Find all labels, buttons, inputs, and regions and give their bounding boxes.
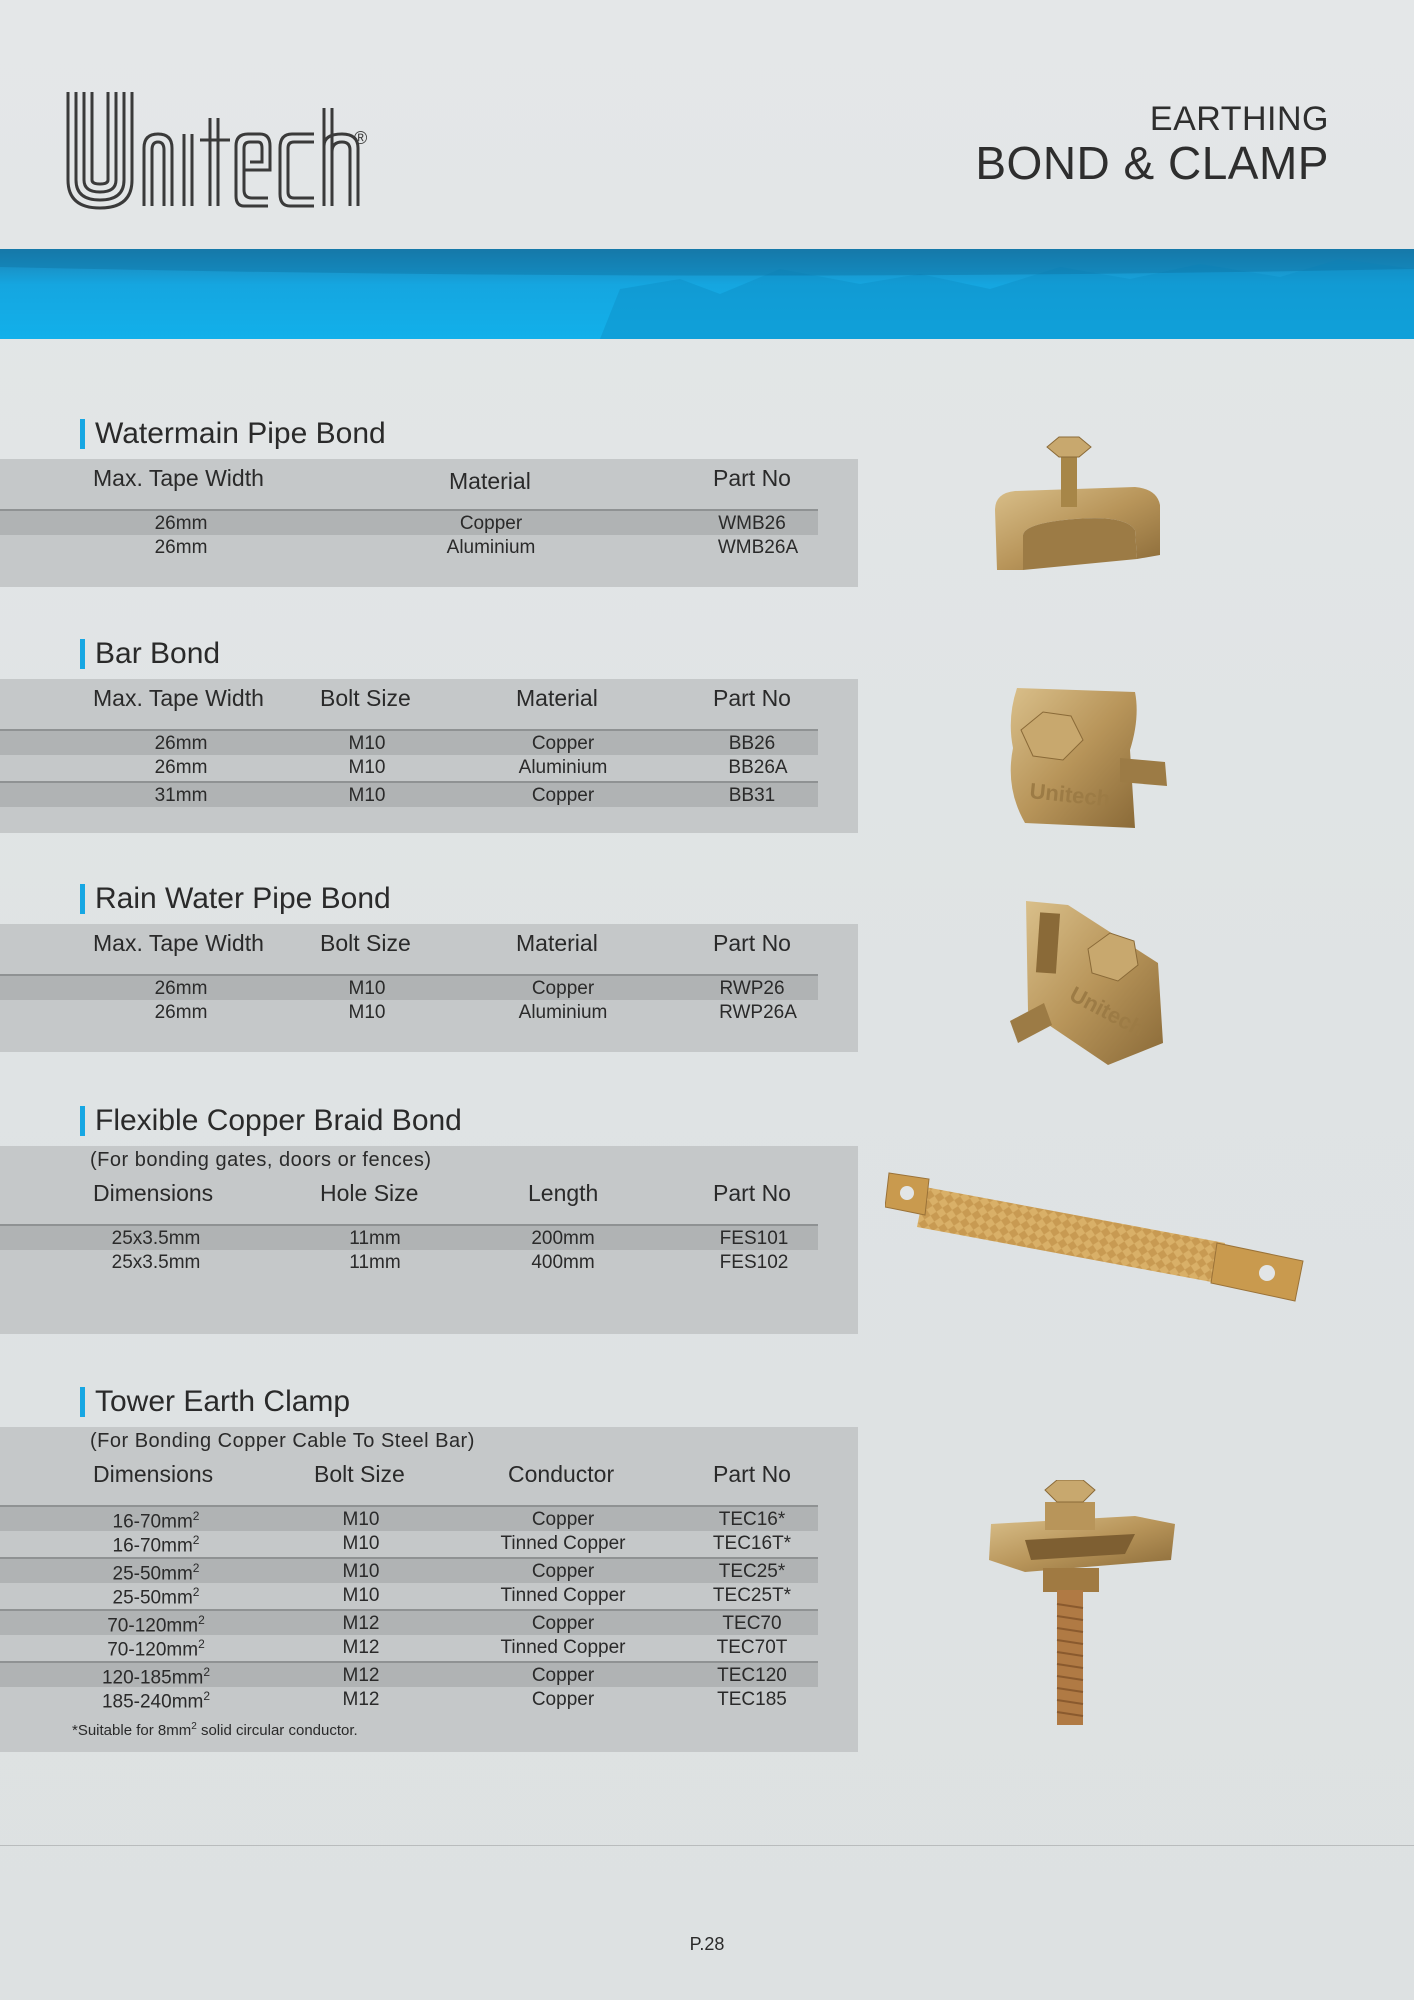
cell: 26mm — [154, 733, 208, 754]
col-header: Part No — [713, 1461, 791, 1487]
section-subtitle: (For bonding gates, doors or fences) — [90, 1149, 432, 1171]
cell-with-unit — [102, 1689, 210, 1713]
cell: Copper — [531, 785, 595, 806]
cell: RWP26A — [719, 1002, 797, 1023]
cell-value: 120-185mm — [101, 1667, 204, 1689]
cell-value: 185-240mm — [101, 1691, 204, 1713]
col-header: Max. Tape Width — [93, 930, 264, 956]
cell-value: 16-70mm — [112, 1511, 193, 1533]
page-header — [0, 0, 1414, 248]
col-header: Part No — [713, 1180, 791, 1206]
cell: BB31 — [728, 785, 776, 806]
table-row — [0, 535, 818, 561]
cell: BB26 — [728, 733, 776, 754]
table-braid-bond — [0, 1146, 858, 1334]
table-row — [0, 1661, 818, 1687]
col-header: Max. Tape Width — [93, 465, 264, 491]
footer-divider — [0, 1845, 1414, 1846]
cell: Aluminium — [446, 537, 536, 558]
cell: TEC70 — [722, 1613, 782, 1634]
cell: TEC25* — [718, 1561, 786, 1582]
cell: 26mm — [154, 513, 208, 534]
cell-with-unit — [102, 1665, 210, 1689]
tower-earth-clamp-image — [985, 1480, 1175, 1730]
cell: RWP26 — [719, 978, 785, 999]
brand-logo — [62, 88, 382, 218]
cell: 25x3.5mm — [111, 1252, 201, 1273]
cell: Tinned Copper — [500, 1533, 626, 1554]
table-row — [0, 1687, 818, 1713]
unitech-logo-icon — [62, 88, 382, 218]
cell: M10 — [342, 1561, 380, 1582]
category-label: EARTHING — [1149, 100, 1329, 138]
section-title-rain-water: Rain Water Pipe Bond — [80, 884, 391, 914]
col-header: Hole Size — [320, 1180, 419, 1206]
col-header: Dimensions — [93, 1461, 214, 1487]
cell-with-unit — [113, 1509, 200, 1533]
cell: Copper — [531, 1613, 595, 1634]
cell: 26mm — [154, 1002, 208, 1023]
cell: M10 — [342, 1585, 380, 1606]
cell: Aluminium — [518, 757, 608, 778]
cell: 31mm — [154, 785, 208, 806]
col-header: Bolt Size — [320, 685, 411, 711]
cell: TEC120 — [717, 1665, 787, 1686]
cell: TEC25T* — [712, 1585, 792, 1606]
cell-value: 70-120mm — [107, 1615, 199, 1637]
cell: 400mm — [531, 1252, 595, 1273]
cell-value: 16-70mm — [112, 1535, 193, 1557]
col-header: Part No — [713, 685, 791, 711]
cell: 26mm — [154, 757, 208, 778]
unit-superscript: 2 — [192, 1585, 200, 1599]
svg-text:Unitech: Unitech — [1028, 778, 1112, 812]
cell: FES101 — [719, 1228, 789, 1249]
footnote-suffix: solid circular conductor. — [196, 1722, 358, 1739]
header-banner — [0, 249, 1414, 339]
section-subtitle: (For Bonding Copper Cable To Steel Bar) — [90, 1430, 475, 1452]
col-header: Part No — [713, 465, 791, 491]
cell: TEC16* — [718, 1509, 786, 1530]
col-header: Length — [528, 1180, 599, 1206]
unit-superscript: 2 — [192, 1509, 200, 1523]
cell: FES102 — [719, 1252, 789, 1273]
table-row — [0, 1531, 818, 1557]
cell: Copper — [531, 1509, 595, 1530]
cell: M10 — [348, 1002, 386, 1023]
col-header: Material — [449, 468, 531, 494]
cell-value: 70-120mm — [107, 1639, 199, 1661]
section-title-watermain: Watermain Pipe Bond — [80, 419, 386, 449]
unit-superscript: 2 — [203, 1665, 211, 1679]
rain-water-pipe-bond-image — [998, 893, 1178, 1073]
col-header: Dimensions — [93, 1180, 214, 1206]
unit-superscript: 2 — [198, 1637, 205, 1651]
cell: TEC185 — [717, 1689, 787, 1710]
cell-with-unit — [113, 1585, 200, 1609]
col-header: Conductor — [508, 1461, 615, 1487]
cell: Copper — [531, 1689, 595, 1710]
table-row — [0, 1505, 818, 1531]
col-header: Part No — [713, 930, 791, 956]
cell: Aluminium — [518, 1002, 608, 1023]
unit-superscript: 2 — [192, 1533, 200, 1547]
cell-with-unit — [107, 1637, 205, 1661]
table-row — [0, 1224, 818, 1250]
cell: WMB26A — [717, 537, 799, 558]
cell: M10 — [348, 757, 386, 778]
cell: TEC70T — [716, 1637, 788, 1658]
cell: M12 — [342, 1613, 380, 1634]
unit-superscript: 2 — [203, 1689, 211, 1703]
cell: Copper — [531, 1665, 595, 1686]
cell: M10 — [342, 1533, 380, 1554]
banner-texture — [0, 249, 1414, 339]
bar-bond-image — [985, 678, 1175, 838]
cell: BB26A — [728, 757, 788, 778]
col-header: Bolt Size — [320, 930, 411, 956]
table-row — [0, 781, 818, 807]
table-watermain — [0, 459, 858, 587]
unit-superscript: 2 — [192, 1561, 200, 1575]
flexible-copper-braid-bond-image — [885, 1165, 1305, 1315]
page-title — [975, 100, 1329, 188]
table-row — [0, 755, 818, 781]
cell: Tinned Copper — [500, 1585, 626, 1606]
col-header: Max. Tape Width — [93, 685, 264, 711]
table-rain-water — [0, 924, 858, 1052]
cell: M10 — [348, 978, 386, 999]
title-label: BOND & CLAMP — [975, 137, 1329, 189]
section-title-bar-bond: Bar Bond — [80, 639, 220, 669]
table-tower-clamp — [0, 1427, 858, 1752]
cell: Copper — [459, 513, 523, 534]
cell: 26mm — [154, 537, 208, 558]
cell: M12 — [342, 1665, 380, 1686]
col-header: Bolt Size — [314, 1461, 405, 1487]
col-header: Material — [516, 685, 598, 711]
table-row — [0, 1583, 818, 1609]
table-row — [0, 974, 818, 1000]
cell: M12 — [342, 1637, 380, 1658]
cell: 26mm — [154, 978, 208, 999]
cell: TEC16T* — [712, 1533, 792, 1554]
cell: Copper — [531, 1561, 595, 1582]
table-row — [0, 1250, 818, 1276]
cell: M12 — [342, 1689, 380, 1710]
footnote — [72, 1721, 358, 1739]
table-row — [0, 1557, 818, 1583]
table-row — [0, 1635, 818, 1661]
unit-superscript: 2 — [198, 1613, 205, 1627]
cell: Copper — [531, 978, 595, 999]
footnote-prefix: *Suitable for 8mm — [72, 1722, 192, 1739]
footnote-superscript: 2 — [191, 1721, 197, 1732]
cell: M10 — [348, 733, 386, 754]
table-row — [0, 509, 818, 535]
cell-value: 25-50mm — [112, 1563, 193, 1585]
cell: Tinned Copper — [500, 1637, 626, 1658]
cell-with-unit — [113, 1561, 200, 1585]
cell-value: 25-50mm — [112, 1587, 193, 1609]
cell-with-unit — [113, 1533, 200, 1557]
section-title-braid-bond: Flexible Copper Braid Bond — [80, 1106, 462, 1136]
col-header: Material — [516, 930, 598, 956]
cell: M10 — [342, 1509, 380, 1530]
cell: M10 — [348, 785, 386, 806]
cell: WMB26 — [718, 513, 786, 534]
cell-with-unit — [107, 1613, 205, 1637]
cell: Copper — [531, 733, 595, 754]
registered-mark: ® — [354, 128, 368, 148]
table-bar-bond — [0, 679, 858, 833]
cell: 11mm — [349, 1228, 401, 1249]
svg-text:Unitech: Unitech — [1065, 981, 1149, 1042]
section-title-tower-clamp: Tower Earth Clamp — [80, 1387, 350, 1417]
cell: 11mm — [349, 1252, 401, 1273]
table-row — [0, 1609, 818, 1635]
table-row — [0, 1000, 818, 1026]
cell: 200mm — [531, 1228, 595, 1249]
page-number: P.28 — [689, 1934, 725, 1954]
table-row — [0, 729, 818, 755]
watermain-pipe-bond-image — [985, 435, 1165, 585]
cell: 25x3.5mm — [111, 1228, 201, 1249]
